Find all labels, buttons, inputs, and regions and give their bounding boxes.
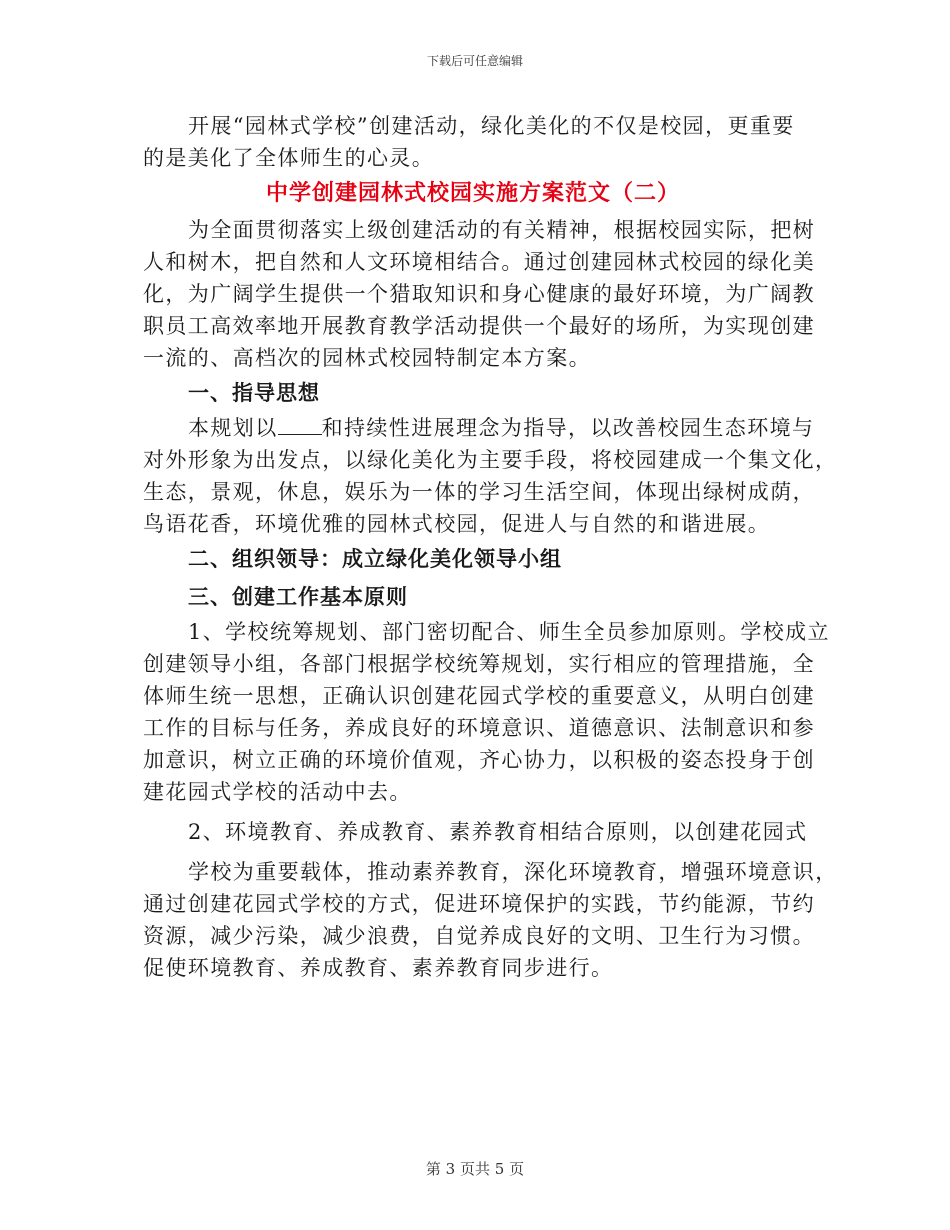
paragraph-line: 促使环境教育、养成教育、素养教育同步进行。: [143, 956, 614, 980]
paragraph-line: 建花园式学校的活动中去。: [143, 780, 412, 804]
paragraph-line: 工作的目标与任务，养成良好的环境意识、道德意识、法制意识和参: [143, 716, 815, 740]
paragraph-line: 加意识，树立正确的环境价值观，齐心协力，以积极的姿态投身于创: [143, 748, 815, 772]
paragraph-line: 生态，景观，休息，娱乐为一体的学习生活空间，体现出绿树成荫，: [143, 480, 815, 504]
text-span: 本规划以: [188, 416, 278, 440]
paragraph-line: 1、学校统筹规划、部门密切配合、师生全员参加原则。学校成立: [188, 620, 830, 644]
page-footer: 第 3 页共 5 页: [425, 1160, 525, 1178]
section-heading-organization: 二、组织领导：成立绿化美化领导小组: [188, 547, 562, 571]
paragraph-line: 学校为重要载体，推动素养教育，深化环境教育，增强环境意识，: [188, 860, 838, 884]
paragraph-line: 对外形象为出发点，以绿化美化为主要手段，将校园建成一个集文化，: [143, 448, 838, 472]
paragraph-line: 鸟语花香，环境优雅的园林式校园，促进人与自然的和谐进展。: [143, 512, 771, 536]
page-header: 下载后可任意编辑: [426, 54, 523, 68]
paragraph-line: [143, 412, 815, 444]
paragraph-line: 创建领导小组，各部门根据学校统筹规划，实行相应的管理措施，全: [143, 652, 815, 676]
paragraph-line: 体师生统一思想，正确认识创建花园式学校的重要意义，从明白创建: [143, 684, 815, 708]
fill-in-blank: [278, 416, 322, 435]
paragraph-line: 通过创建花园式学校的方式，促进环境保护的实践，节约能源，节约: [143, 892, 815, 916]
text-span: 和持续性进展理念为指导，以改善校园生态环境与: [321, 416, 815, 440]
paragraph-line: 人和树木，把自然和人文环境相结合。通过创建园林式校园的绿化美: [143, 250, 815, 274]
paragraph-line: 职员工高效率地开展教育教学活动提供一个最好的场所，为实现创建: [143, 314, 815, 338]
paragraph-line: 资源，减少污染，减少浪费，自觉养成良好的文明、卫生行为习惯。: [143, 924, 815, 948]
intro-line: 的是美化了全体师生的心灵。: [143, 146, 435, 170]
paragraph-line: 2、环境教育、养成教育、素养教育相结合原则，以创建花园式: [188, 820, 808, 844]
document-title: 中学创建园林式校园实施方案范文（二）: [265, 181, 680, 206]
section-heading-guiding-thought: 一、指导思想: [188, 381, 320, 405]
section-heading-principles: 三、创建工作基本原则: [188, 585, 408, 609]
paragraph-line: 为全面贯彻落实上级创建活动的有关精神，根据校园实际，把树: [188, 218, 816, 242]
document-body: [143, 110, 838, 984]
paragraph-line: 一流的、高档次的园林式校园特制定本方案。: [143, 346, 591, 370]
intro-line: 开展“园林式学校”创建活动，绿化美化的不仅是校园，更重要: [188, 114, 795, 138]
paragraph-line: 化，为广阔学生提供一个猎取知识和身心健康的最好环境，为广阔教: [143, 282, 815, 306]
